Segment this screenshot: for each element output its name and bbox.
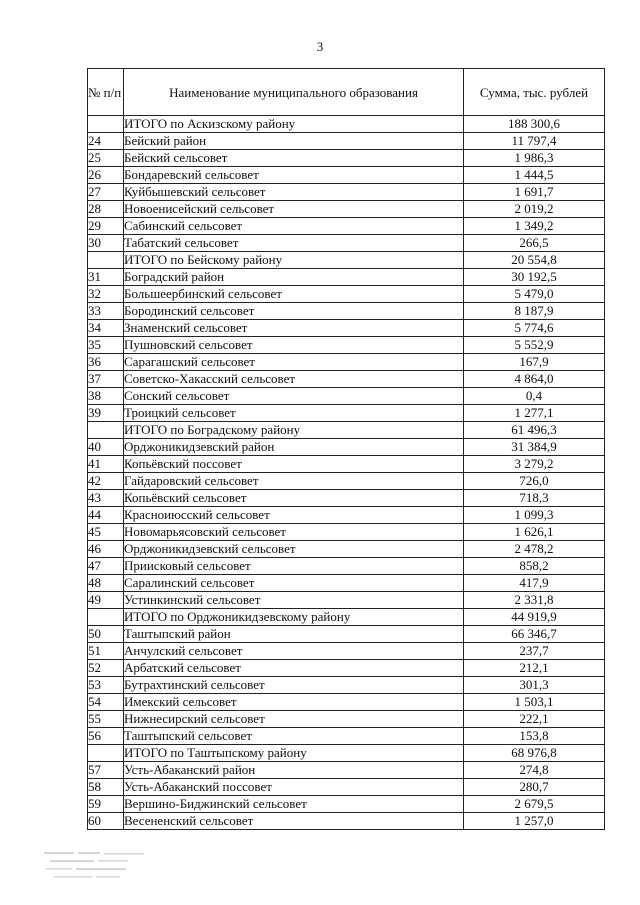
cell-num: 26 xyxy=(88,167,124,184)
table-row xyxy=(88,303,605,320)
cell-num: 47 xyxy=(88,558,124,575)
table-row xyxy=(88,524,605,541)
cell-sum: 1 277,1 xyxy=(464,405,605,422)
table-row xyxy=(88,473,605,490)
cell-num: 28 xyxy=(88,201,124,218)
table-row xyxy=(88,405,605,422)
cell-sum: 66 346,7 xyxy=(464,626,605,643)
table-row xyxy=(88,439,605,456)
cell-sum: 30 192,5 xyxy=(464,269,605,286)
cell-sum: 167,9 xyxy=(464,354,605,371)
cell-num xyxy=(88,422,124,439)
cell-sum: 858,2 xyxy=(464,558,605,575)
table-row xyxy=(88,320,605,337)
cell-name: Красноиюсский сельсовет xyxy=(124,507,464,524)
cell-name: Бейский район xyxy=(124,133,464,150)
cell-name: Орджоникидзевский район xyxy=(124,439,464,456)
table-row-total xyxy=(88,745,605,762)
cell-name: Таштыпский сельсовет xyxy=(124,728,464,745)
cell-sum: 1 444,5 xyxy=(464,167,605,184)
cell-name: Табатский сельсовет xyxy=(124,235,464,252)
cell-name: Боградский район xyxy=(124,269,464,286)
cell-name: Бондаревский сельсовет xyxy=(124,167,464,184)
cell-sum: 301,3 xyxy=(464,677,605,694)
cell-name: Приисковый сельсовет xyxy=(124,558,464,575)
cell-sum: 68 976,8 xyxy=(464,745,605,762)
table-row xyxy=(88,694,605,711)
cell-num xyxy=(88,116,124,133)
cell-name: Вершино-Биджинский сельсовет xyxy=(124,796,464,813)
cell-name: ИТОГО по Орджоникидзевскому району xyxy=(124,609,464,626)
table-header-row xyxy=(88,69,605,116)
cell-num: 38 xyxy=(88,388,124,405)
cell-sum: 1 626,1 xyxy=(464,524,605,541)
cell-name: Троицкий сельсовет xyxy=(124,405,464,422)
table-row xyxy=(88,592,605,609)
cell-name: Большеербинский сельсовет xyxy=(124,286,464,303)
table-row xyxy=(88,779,605,796)
cell-sum: 726,0 xyxy=(464,473,605,490)
cell-num: 50 xyxy=(88,626,124,643)
cell-name: Сабинский сельсовет xyxy=(124,218,464,235)
cell-sum: 1 503,1 xyxy=(464,694,605,711)
cell-sum: 266,5 xyxy=(464,235,605,252)
table-row xyxy=(88,456,605,473)
table-row xyxy=(88,507,605,524)
cell-num: 56 xyxy=(88,728,124,745)
table-row xyxy=(88,150,605,167)
cell-name: Имекский сельсовет xyxy=(124,694,464,711)
cell-sum: 417,9 xyxy=(464,575,605,592)
cell-num: 59 xyxy=(88,796,124,813)
cell-sum: 1 257,0 xyxy=(464,813,605,830)
cell-num: 35 xyxy=(88,337,124,354)
cell-num: 27 xyxy=(88,184,124,201)
cell-num: 24 xyxy=(88,133,124,150)
cell-name: Арбатский сельсовет xyxy=(124,660,464,677)
table-row-total xyxy=(88,422,605,439)
cell-name: Новомарьясовский сельсовет xyxy=(124,524,464,541)
cell-num: 60 xyxy=(88,813,124,830)
table-row xyxy=(88,201,605,218)
cell-num xyxy=(88,252,124,269)
table-row xyxy=(88,269,605,286)
cell-name: Саралинский сельсовет xyxy=(124,575,464,592)
table-row xyxy=(88,575,605,592)
cell-sum: 274,8 xyxy=(464,762,605,779)
cell-sum: 1 099,3 xyxy=(464,507,605,524)
header-name: Наименование муниципального образования xyxy=(124,69,464,116)
cell-sum: 3 279,2 xyxy=(464,456,605,473)
cell-sum: 2 679,5 xyxy=(464,796,605,813)
cell-sum: 8 187,9 xyxy=(464,303,605,320)
cell-num: 49 xyxy=(88,592,124,609)
cell-name: Пушновский сельсовет xyxy=(124,337,464,354)
cell-num: 40 xyxy=(88,439,124,456)
table-row xyxy=(88,490,605,507)
table-row xyxy=(88,337,605,354)
cell-name: Весененский сельсовет xyxy=(124,813,464,830)
table-row xyxy=(88,643,605,660)
cell-num: 32 xyxy=(88,286,124,303)
cell-name: Советско-Хакасский сельсовет xyxy=(124,371,464,388)
cell-name: ИТОГО по Аскизскому району xyxy=(124,116,464,133)
table-row-total xyxy=(88,609,605,626)
table-row-total xyxy=(88,252,605,269)
cell-num: 37 xyxy=(88,371,124,388)
cell-name: Устинкинский сельсовет xyxy=(124,592,464,609)
cell-num: 44 xyxy=(88,507,124,524)
table-row xyxy=(88,184,605,201)
table-row xyxy=(88,558,605,575)
cell-num: 30 xyxy=(88,235,124,252)
cell-num: 58 xyxy=(88,779,124,796)
cell-sum: 61 496,3 xyxy=(464,422,605,439)
cell-name: Бутрахтинский сельсовет xyxy=(124,677,464,694)
cell-num: 43 xyxy=(88,490,124,507)
cell-sum: 718,3 xyxy=(464,490,605,507)
cell-num: 52 xyxy=(88,660,124,677)
cell-num: 31 xyxy=(88,269,124,286)
cell-num: 29 xyxy=(88,218,124,235)
budget-table xyxy=(87,68,605,830)
table-row xyxy=(88,626,605,643)
cell-sum: 212,1 xyxy=(464,660,605,677)
cell-sum: 5 552,9 xyxy=(464,337,605,354)
cell-name: Усть-Абаканский район xyxy=(124,762,464,779)
table-row xyxy=(88,235,605,252)
cell-sum: 31 384,9 xyxy=(464,439,605,456)
cell-sum: 11 797,4 xyxy=(464,133,605,150)
table-row xyxy=(88,218,605,235)
cell-sum: 237,7 xyxy=(464,643,605,660)
cell-num: 25 xyxy=(88,150,124,167)
table-row xyxy=(88,728,605,745)
table-row xyxy=(88,167,605,184)
table-row xyxy=(88,133,605,150)
cell-num: 36 xyxy=(88,354,124,371)
table-row xyxy=(88,762,605,779)
table-row xyxy=(88,388,605,405)
cell-num: 53 xyxy=(88,677,124,694)
cell-name: Бородинский сельсовет xyxy=(124,303,464,320)
cell-sum: 280,7 xyxy=(464,779,605,796)
table-row-total xyxy=(88,116,605,133)
cell-sum: 1 349,2 xyxy=(464,218,605,235)
table-row xyxy=(88,711,605,728)
cell-name: Бейский сельсовет xyxy=(124,150,464,167)
cell-name: Анчулский сельсовет xyxy=(124,643,464,660)
cell-num: 57 xyxy=(88,762,124,779)
cell-name: Нижнесирский сельсовет xyxy=(124,711,464,728)
cell-num: 51 xyxy=(88,643,124,660)
cell-sum: 153,8 xyxy=(464,728,605,745)
cell-name: Сарагашский сельсовет xyxy=(124,354,464,371)
cell-name: ИТОГО по Таштыпскому району xyxy=(124,745,464,762)
faint-stamp-mark xyxy=(40,848,160,888)
cell-name: Таштыпский район xyxy=(124,626,464,643)
header-num: № п/п xyxy=(88,69,124,116)
cell-sum: 0,4 xyxy=(464,388,605,405)
cell-num: 45 xyxy=(88,524,124,541)
table-body xyxy=(88,116,605,830)
cell-sum: 2 478,2 xyxy=(464,541,605,558)
cell-sum: 1 691,7 xyxy=(464,184,605,201)
cell-num: 54 xyxy=(88,694,124,711)
cell-name: Гайдаровский сельсовет xyxy=(124,473,464,490)
cell-sum: 188 300,6 xyxy=(464,116,605,133)
cell-name: Орджоникидзевский сельсовет xyxy=(124,541,464,558)
cell-sum: 1 986,3 xyxy=(464,150,605,167)
cell-num: 33 xyxy=(88,303,124,320)
cell-sum: 5 479,0 xyxy=(464,286,605,303)
cell-num: 48 xyxy=(88,575,124,592)
table-row xyxy=(88,813,605,830)
table-row xyxy=(88,796,605,813)
cell-sum: 4 864,0 xyxy=(464,371,605,388)
table-row xyxy=(88,660,605,677)
table-row xyxy=(88,354,605,371)
cell-num xyxy=(88,609,124,626)
table-row xyxy=(88,677,605,694)
cell-num: 41 xyxy=(88,456,124,473)
header-sum: Сумма, тыс. рублей xyxy=(464,69,605,116)
cell-num: 42 xyxy=(88,473,124,490)
cell-name: Знаменский сельсовет xyxy=(124,320,464,337)
cell-num: 55 xyxy=(88,711,124,728)
table-row xyxy=(88,541,605,558)
cell-sum: 222,1 xyxy=(464,711,605,728)
cell-sum: 44 919,9 xyxy=(464,609,605,626)
cell-sum: 5 774,6 xyxy=(464,320,605,337)
cell-num: 46 xyxy=(88,541,124,558)
cell-num xyxy=(88,745,124,762)
cell-num: 34 xyxy=(88,320,124,337)
table-row xyxy=(88,286,605,303)
page-number: 3 xyxy=(316,39,324,54)
cell-name: Усть-Абаканский поссовет xyxy=(124,779,464,796)
cell-name: ИТОГО по Бейскому району xyxy=(124,252,464,269)
cell-name: ИТОГО по Боградскому району xyxy=(124,422,464,439)
cell-name: Копьёвский сельсовет xyxy=(124,490,464,507)
cell-sum: 2 331,8 xyxy=(464,592,605,609)
cell-name: Куйбышевский сельсовет xyxy=(124,184,464,201)
cell-num: 39 xyxy=(88,405,124,422)
cell-sum: 20 554,8 xyxy=(464,252,605,269)
cell-name: Сонский сельсовет xyxy=(124,388,464,405)
cell-name: Копьёвский поссовет xyxy=(124,456,464,473)
cell-sum: 2 019,2 xyxy=(464,201,605,218)
cell-name: Новоенисейский сельсовет xyxy=(124,201,464,218)
table-row xyxy=(88,371,605,388)
